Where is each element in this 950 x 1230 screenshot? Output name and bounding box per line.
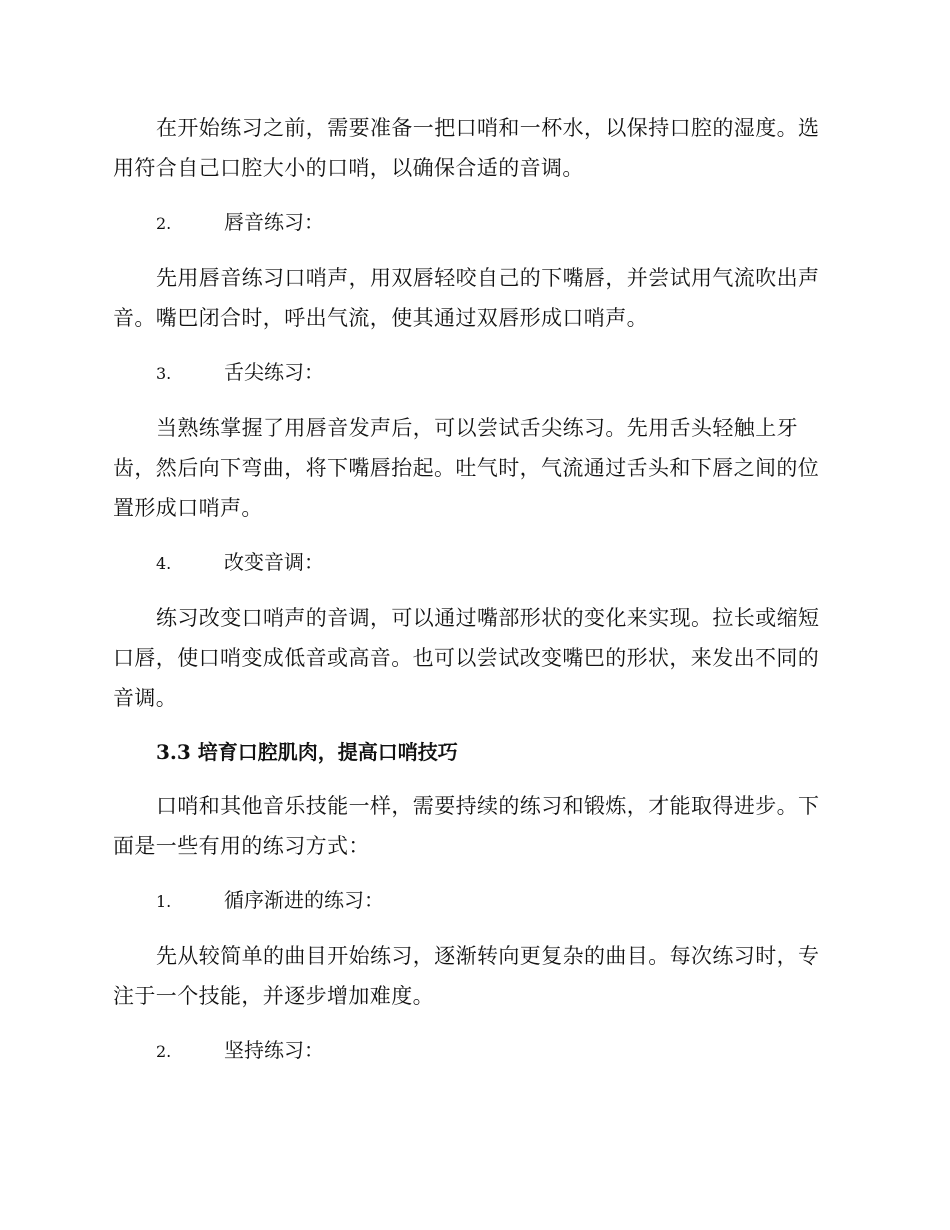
list-item-number: 4. bbox=[156, 554, 172, 573]
list-item-label: 循序渐进的练习： bbox=[224, 888, 384, 912]
paragraph-gradual-practice: 先从较简单的曲目开始练习，逐渐转向更复杂的曲目。每次练习时，专注于一个技能，并逐步增加难度。 bbox=[113, 944, 820, 1008]
paragraph-preparation: 在开始练习之前，需要准备一把口哨和一杯水，以保持口腔的湿度。选用符合自己口腔大小的口哨，以确保合适的音调。 bbox=[113, 116, 820, 180]
list-item-number: 2. bbox=[156, 1042, 172, 1061]
list-item-gradual-practice bbox=[113, 880, 833, 922]
list-item-number: 3. bbox=[156, 364, 172, 383]
section-heading: 3.3 培育口腔肌肉，提高口哨技巧 bbox=[156, 740, 458, 764]
list-item-number: 2. bbox=[156, 214, 172, 233]
list-item-label: 唇音练习： bbox=[224, 210, 324, 234]
paragraph-change-pitch: 练习改变口哨声的音调，可以通过嘴部形状的变化来实现。拉长或缩短口唇，使口哨变成低音或高音。也可以尝试改变嘴巴的形状，来发出不同的音调。 bbox=[113, 606, 820, 710]
list-item-change-pitch bbox=[113, 542, 833, 584]
list-item-persist-practice bbox=[113, 1030, 833, 1072]
list-item-label: 坚持练习： bbox=[224, 1038, 324, 1062]
paragraph-lip-sound: 先用唇音练习口哨声，用双唇轻咬自己的下嘴唇，并尝试用气流吹出声音。嘴巴闭合时，呼出气流，使其通过双唇形成口哨声。 bbox=[113, 266, 820, 330]
paragraph-tongue-tip: 当熟练掌握了用唇音发声后，可以尝试舌尖练习。先用舌头轻触上牙齿，然后向下弯曲，将下嘴唇抬起。吐气时，气流通过舌头和下唇之间的位置形成口哨声。 bbox=[113, 416, 820, 520]
document-body bbox=[113, 108, 833, 1086]
list-item-number: 1. bbox=[156, 892, 172, 911]
list-item-tongue-tip bbox=[113, 352, 833, 394]
list-item-label: 舌尖练习： bbox=[224, 360, 324, 384]
paragraph-practice-intro: 口哨和其他音乐技能一样，需要持续的练习和锻炼，才能取得进步。下面是一些有用的练习方式： bbox=[113, 794, 820, 858]
list-item-label: 改变音调： bbox=[224, 550, 324, 574]
list-item-lip-sound bbox=[113, 202, 833, 244]
